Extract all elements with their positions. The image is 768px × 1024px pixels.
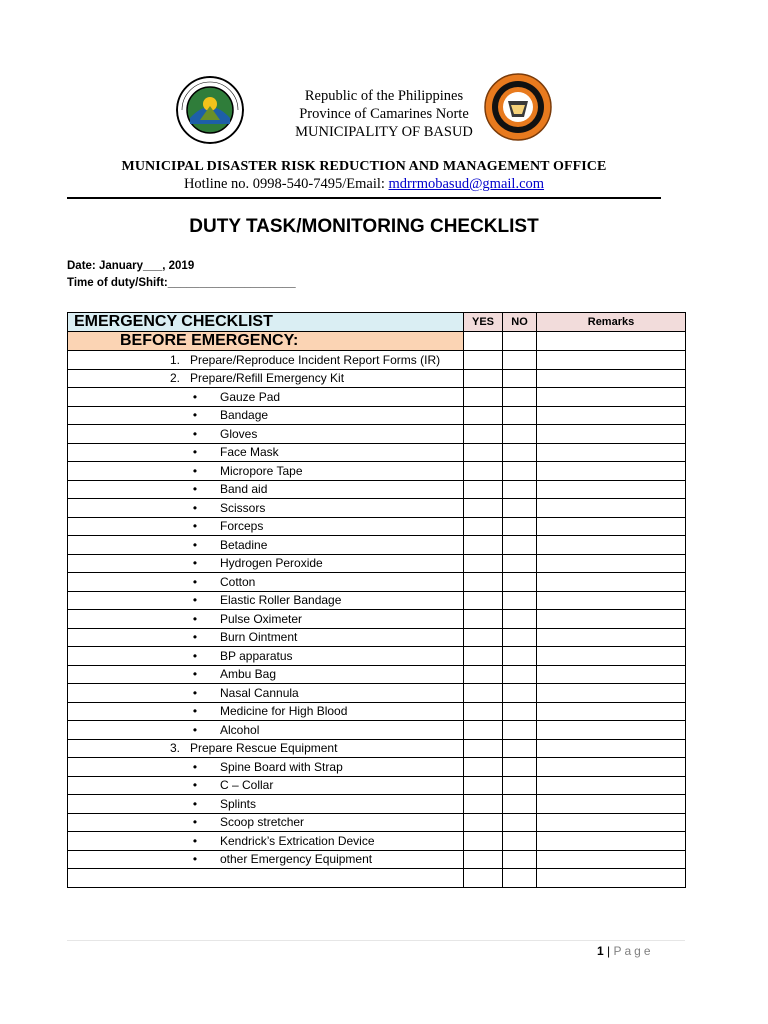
item-label: Bandage <box>220 408 269 423</box>
no-cell[interactable] <box>503 332 537 351</box>
yes-cell[interactable] <box>464 536 503 555</box>
item-label: Scoop stretcher <box>220 815 305 830</box>
table-row <box>68 684 686 703</box>
no-cell[interactable] <box>503 702 537 721</box>
item-label: Burn Ointment <box>220 630 298 645</box>
item-cell <box>68 554 464 573</box>
item-cell <box>68 739 464 758</box>
item-cell <box>68 443 464 462</box>
header-divider <box>67 197 661 199</box>
no-column-header: NO <box>503 313 537 332</box>
item-cell <box>68 480 464 499</box>
bullet-marker: • <box>192 630 198 645</box>
remarks-column-header: Remarks <box>537 313 686 332</box>
bullet-marker: • <box>192 556 198 571</box>
item-label: Forceps <box>220 519 264 534</box>
remarks-cell[interactable] <box>537 610 686 629</box>
item-label: C – Collar <box>220 778 274 793</box>
item-cell <box>68 517 464 536</box>
no-cell[interactable] <box>503 610 537 629</box>
item-cell <box>68 721 464 740</box>
no-cell[interactable] <box>503 647 537 666</box>
header-republic: Republic of the Philippines <box>304 88 464 104</box>
no-cell[interactable] <box>503 684 537 703</box>
table-row <box>68 647 686 666</box>
item-label: Splints <box>220 796 257 811</box>
table-header-row <box>68 313 686 332</box>
table-row <box>68 665 686 684</box>
item-cell <box>68 869 464 888</box>
no-cell[interactable] <box>503 480 537 499</box>
remarks-cell[interactable] <box>537 758 686 777</box>
yes-cell[interactable] <box>464 647 503 666</box>
email-link[interactable]: mdrrmobasud@gmail.com <box>388 176 545 192</box>
bullet-marker: • <box>192 648 198 663</box>
bullet-marker: • <box>192 537 198 552</box>
yes-cell[interactable] <box>464 480 503 499</box>
no-cell[interactable] <box>503 869 537 888</box>
remarks-cell[interactable] <box>537 647 686 666</box>
table-row <box>68 869 686 888</box>
table-row <box>68 406 686 425</box>
yes-cell[interactable] <box>464 388 503 407</box>
item-cell <box>68 647 464 666</box>
item-cell <box>68 702 464 721</box>
yes-cell[interactable] <box>464 610 503 629</box>
table-row <box>68 610 686 629</box>
table-row <box>68 795 686 814</box>
item-cell <box>68 665 464 684</box>
item-label: Pulse Oximeter <box>220 611 303 626</box>
item-cell <box>68 684 464 703</box>
item-label: Elastic Roller Bandage <box>220 593 342 608</box>
no-cell[interactable] <box>503 795 537 814</box>
item-cell <box>68 406 464 425</box>
yes-cell[interactable] <box>464 776 503 795</box>
item-cell <box>68 628 464 647</box>
no-cell[interactable] <box>503 369 537 388</box>
page-number: 1 <box>597 944 604 958</box>
table-row <box>68 554 686 573</box>
item-cell <box>68 610 464 629</box>
date-field: Date: January___, 2019 <box>67 260 195 272</box>
item-label: Spine Board with Strap <box>220 759 343 774</box>
remarks-cell[interactable] <box>537 517 686 536</box>
office-name: MUNICIPAL DISASTER RISK REDUCTION AND MANAGEMENT OFFICE <box>121 159 607 174</box>
remarks-cell[interactable] <box>537 684 686 703</box>
bullet-marker: • <box>192 759 198 774</box>
bullet-marker: • <box>192 852 198 867</box>
no-cell[interactable] <box>503 517 537 536</box>
remarks-cell[interactable] <box>537 591 686 610</box>
remarks-cell[interactable] <box>537 869 686 888</box>
no-cell[interactable] <box>503 499 537 518</box>
table-row <box>68 499 686 518</box>
item-label: Betadine <box>220 537 268 552</box>
no-cell[interactable] <box>503 813 537 832</box>
bullet-marker: • <box>192 426 198 441</box>
item-cell <box>68 425 464 444</box>
yes-cell[interactable] <box>464 443 503 462</box>
remarks-cell[interactable] <box>537 721 686 740</box>
bullet-marker: • <box>192 445 198 460</box>
remarks-cell[interactable] <box>537 536 686 555</box>
item-label: Prepare/Reproduce Incident Report Forms (IR) <box>190 352 441 367</box>
page-word: Page <box>613 944 654 958</box>
item-label: Nasal Cannula <box>220 685 299 700</box>
hotline-text: Hotline no. 0998-540-7495/Email: <box>183 176 389 192</box>
yes-cell[interactable] <box>464 702 503 721</box>
no-cell[interactable] <box>503 554 537 573</box>
bullet-marker: • <box>192 796 198 811</box>
item-label: Prepare/Refill Emergency Kit <box>190 371 345 386</box>
table-row <box>68 739 686 758</box>
remarks-cell[interactable] <box>537 850 686 869</box>
yes-cell[interactable] <box>464 351 503 370</box>
checklist-table <box>67 312 686 888</box>
yes-cell[interactable] <box>464 813 503 832</box>
item-cell <box>68 462 464 481</box>
header-province: Province of Camarines Norte <box>299 106 469 122</box>
remarks-cell[interactable] <box>537 351 686 370</box>
table-row <box>68 443 686 462</box>
yes-cell[interactable] <box>464 462 503 481</box>
footer-divider <box>67 940 685 941</box>
bullet-marker: • <box>192 704 198 719</box>
table-row <box>68 462 686 481</box>
item-label: other Emergency Equipment <box>220 852 373 867</box>
table-row <box>68 536 686 555</box>
remarks-cell[interactable] <box>537 665 686 684</box>
item-label: Kendrick’s Extrication Device <box>220 833 375 848</box>
page-footer <box>597 944 654 958</box>
item-label: Alcohol <box>220 722 260 737</box>
remarks-cell[interactable] <box>537 406 686 425</box>
item-number: 1. <box>169 352 180 367</box>
section-heading: BEFORE EMERGENCY: <box>68 332 464 351</box>
remarks-cell[interactable] <box>537 388 686 407</box>
yes-cell[interactable] <box>464 499 503 518</box>
yes-cell[interactable] <box>464 721 503 740</box>
yes-column-header: YES <box>464 313 503 332</box>
no-cell[interactable] <box>503 721 537 740</box>
remarks-cell[interactable] <box>537 628 686 647</box>
item-cell <box>68 573 464 592</box>
item-cell <box>68 758 464 777</box>
no-cell[interactable] <box>503 536 537 555</box>
bullet-marker: • <box>192 519 198 534</box>
item-cell <box>68 591 464 610</box>
item-label: Gauze Pad <box>220 389 281 404</box>
remarks-cell[interactable] <box>537 425 686 444</box>
table-row <box>68 850 686 869</box>
item-cell <box>68 832 464 851</box>
bullet-marker: • <box>192 611 198 626</box>
remarks-cell[interactable] <box>537 369 686 388</box>
no-cell[interactable] <box>503 628 537 647</box>
table-row <box>68 369 686 388</box>
yes-cell[interactable] <box>464 869 503 888</box>
item-cell <box>68 536 464 555</box>
table-row <box>68 628 686 647</box>
item-label: Micropore Tape <box>220 463 303 478</box>
table-row <box>68 480 686 499</box>
yes-cell[interactable] <box>464 332 503 351</box>
no-cell[interactable] <box>503 406 537 425</box>
table-row <box>68 721 686 740</box>
no-cell[interactable] <box>503 351 537 370</box>
table-row <box>68 425 686 444</box>
header-municipality: MUNICIPALITY OF BASUD <box>295 124 473 140</box>
yes-cell[interactable] <box>464 832 503 851</box>
remarks-cell[interactable] <box>537 443 686 462</box>
table-row <box>68 517 686 536</box>
no-cell[interactable] <box>503 776 537 795</box>
section-row <box>68 332 686 351</box>
no-cell[interactable] <box>503 573 537 592</box>
remarks-cell[interactable] <box>537 795 686 814</box>
table-row <box>68 813 686 832</box>
remarks-cell[interactable] <box>537 332 686 351</box>
no-cell[interactable] <box>503 665 537 684</box>
table-row <box>68 351 686 370</box>
remarks-cell[interactable] <box>537 462 686 481</box>
no-cell[interactable] <box>503 758 537 777</box>
item-label: Hydrogen Peroxide <box>220 556 323 571</box>
yes-cell[interactable] <box>464 795 503 814</box>
item-label: Prepare Rescue Equipment <box>190 741 338 756</box>
shift-field: Time of duty/Shift:____________________ <box>67 277 296 289</box>
bullet-marker: • <box>192 389 198 404</box>
item-label: Ambu Bag <box>220 667 277 682</box>
table-row <box>68 591 686 610</box>
yes-cell[interactable] <box>464 850 503 869</box>
remarks-cell[interactable] <box>537 776 686 795</box>
remarks-cell[interactable] <box>537 480 686 499</box>
no-cell[interactable] <box>503 832 537 851</box>
item-label: Cotton <box>220 574 256 589</box>
yes-cell[interactable] <box>464 628 503 647</box>
table-row <box>68 758 686 777</box>
remarks-cell[interactable] <box>537 832 686 851</box>
table-row <box>68 573 686 592</box>
bullet-marker: • <box>192 408 198 423</box>
bullet-marker: • <box>192 574 198 589</box>
remarks-cell[interactable] <box>537 554 686 573</box>
item-label: BP apparatus <box>220 648 293 663</box>
yes-cell[interactable] <box>464 369 503 388</box>
yes-cell[interactable] <box>464 406 503 425</box>
table-row <box>68 388 686 407</box>
remarks-cell[interactable] <box>537 813 686 832</box>
remarks-cell[interactable] <box>537 702 686 721</box>
yes-cell[interactable] <box>464 591 503 610</box>
item-cell <box>68 776 464 795</box>
item-label: Scissors <box>220 500 266 515</box>
bullet-marker: • <box>192 593 198 608</box>
bullet-marker: • <box>192 667 198 682</box>
item-label: Medicine for High Blood <box>220 704 348 719</box>
item-label: Face Mask <box>220 445 279 460</box>
bullet-marker: • <box>192 482 198 497</box>
yes-cell[interactable] <box>464 573 503 592</box>
checklist-heading: EMERGENCY CHECKLIST <box>68 313 464 332</box>
remarks-cell[interactable] <box>537 739 686 758</box>
item-cell <box>68 795 464 814</box>
bullet-marker: • <box>192 815 198 830</box>
no-cell[interactable] <box>503 739 537 758</box>
table-row <box>68 702 686 721</box>
hotline-line <box>0 176 728 193</box>
remarks-cell[interactable] <box>537 573 686 592</box>
table-row <box>68 776 686 795</box>
item-cell <box>68 351 464 370</box>
yes-cell[interactable] <box>464 665 503 684</box>
no-cell[interactable] <box>503 462 537 481</box>
no-cell[interactable] <box>503 425 537 444</box>
item-cell <box>68 388 464 407</box>
yes-cell[interactable] <box>464 425 503 444</box>
item-cell <box>68 369 464 388</box>
item-label: Band aid <box>220 482 268 497</box>
item-number: 2. <box>169 371 180 386</box>
bullet-marker: • <box>192 778 198 793</box>
table-row <box>68 832 686 851</box>
yes-cell[interactable] <box>464 739 503 758</box>
remarks-cell[interactable] <box>537 499 686 518</box>
yes-cell[interactable] <box>464 554 503 573</box>
no-cell[interactable] <box>503 591 537 610</box>
bullet-marker: • <box>192 463 198 478</box>
page-title: DUTY TASK/MONITORING CHECKLIST <box>189 216 539 237</box>
item-number: 3. <box>169 741 180 756</box>
yes-cell[interactable] <box>464 517 503 536</box>
yes-cell[interactable] <box>464 758 503 777</box>
no-cell[interactable] <box>503 388 537 407</box>
item-cell <box>68 813 464 832</box>
bullet-marker: • <box>192 722 198 737</box>
no-cell[interactable] <box>503 443 537 462</box>
no-cell[interactable] <box>503 850 537 869</box>
yes-cell[interactable] <box>464 684 503 703</box>
bullet-marker: • <box>192 685 198 700</box>
item-cell <box>68 850 464 869</box>
bullet-marker: • <box>192 833 198 848</box>
bullet-marker: • <box>192 500 198 515</box>
page-separator: | <box>607 944 611 958</box>
item-label: Gloves <box>220 426 258 441</box>
item-cell <box>68 499 464 518</box>
